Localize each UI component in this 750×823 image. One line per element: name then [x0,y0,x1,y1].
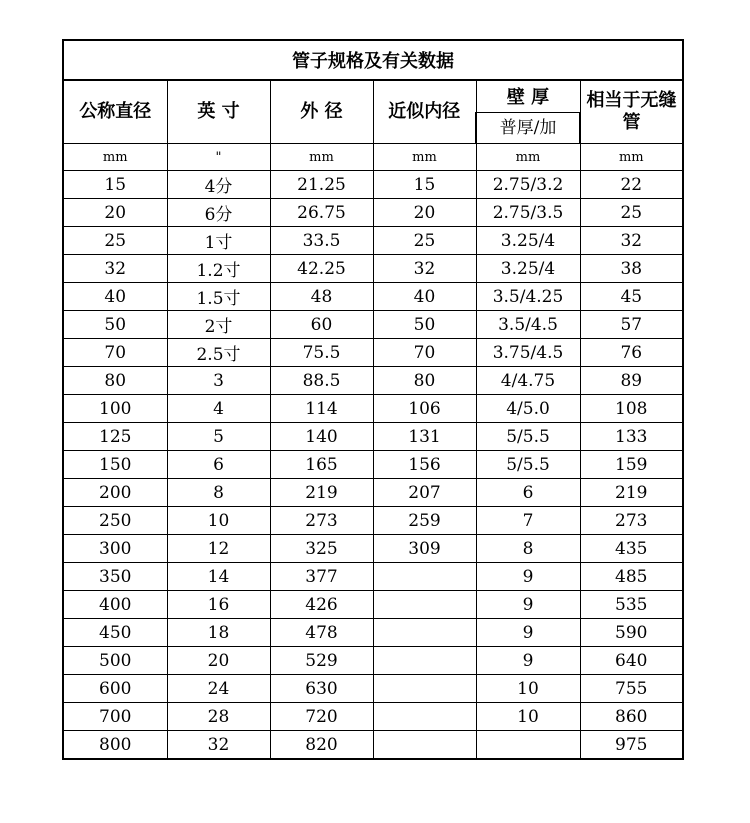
seamless-cell: 273 [580,507,683,535]
inch-cell: 8 [167,479,270,507]
table-row [63,423,683,451]
inner-diameter-cell [373,731,476,760]
seamless-cell: 108 [580,395,683,423]
title-row [63,40,683,80]
wall-thickness-cell [476,731,580,760]
seamless-cell: 219 [580,479,683,507]
wall-thickness-cell: 4/5.0 [476,395,580,423]
nominal-diameter-cell: 500 [63,647,167,675]
nominal-diameter-cell: 20 [63,199,167,227]
table-row [63,367,683,395]
table-row [63,675,683,703]
outer-diameter-cell: 88.5 [270,367,373,395]
seamless-cell: 25 [580,199,683,227]
wall-thickness-cell: 9 [476,563,580,591]
inch-cell: 10 [167,507,270,535]
nominal-diameter-cell: 250 [63,507,167,535]
header-inner-diameter: 近似内径 [373,80,476,144]
nominal-diameter-cell: 300 [63,535,167,563]
outer-diameter-cell: 478 [270,619,373,647]
nominal-diameter-cell: 450 [63,619,167,647]
seamless-cell: 435 [580,535,683,563]
outer-diameter-cell: 48 [270,283,373,311]
unit-cell: mm [476,144,580,171]
nominal-diameter-cell: 150 [63,451,167,479]
inner-diameter-cell: 20 [373,199,476,227]
wall-thickness-cell: 5/5.5 [476,423,580,451]
inner-diameter-cell: 259 [373,507,476,535]
table-row [63,227,683,255]
nominal-diameter-cell: 100 [63,395,167,423]
wall-thickness-cell: 3.25/4 [476,227,580,255]
wall-thickness-cell: 5/5.5 [476,451,580,479]
inch-cell: 32 [167,731,270,760]
inch-cell: 5 [167,423,270,451]
outer-diameter-cell: 21.25 [270,171,373,199]
table-row [63,283,683,311]
outer-diameter-cell: 325 [270,535,373,563]
table-row [63,535,683,563]
wall-thickness-cell: 9 [476,647,580,675]
inner-diameter-cell [373,591,476,619]
outer-diameter-cell: 630 [270,675,373,703]
inner-diameter-cell [373,563,476,591]
outer-diameter-cell: 529 [270,647,373,675]
inch-cell: 18 [167,619,270,647]
nominal-diameter-cell: 70 [63,339,167,367]
inch-cell: 4 [167,395,270,423]
inner-diameter-cell [373,703,476,731]
inner-diameter-cell: 50 [373,311,476,339]
inner-diameter-cell: 25 [373,227,476,255]
outer-diameter-cell: 140 [270,423,373,451]
header-row [63,80,683,112]
nominal-diameter-cell: 25 [63,227,167,255]
inner-diameter-cell: 156 [373,451,476,479]
outer-diameter-cell: 377 [270,563,373,591]
seamless-cell: 45 [580,283,683,311]
seamless-cell: 133 [580,423,683,451]
wall-thickness-cell: 10 [476,675,580,703]
header-seamless-equivalent: 相当于无缝管 [580,80,683,144]
inch-cell: 16 [167,591,270,619]
seamless-cell: 535 [580,591,683,619]
inch-cell: 2.5寸 [167,339,270,367]
outer-diameter-cell: 273 [270,507,373,535]
table-row [63,255,683,283]
inch-cell: 6 [167,451,270,479]
wall-thickness-cell: 9 [476,591,580,619]
inner-diameter-cell: 32 [373,255,476,283]
nominal-diameter-cell: 700 [63,703,167,731]
wall-thickness-cell: 2.75/3.2 [476,171,580,199]
seamless-cell: 57 [580,311,683,339]
outer-diameter-cell: 33.5 [270,227,373,255]
table-row [63,619,683,647]
inner-diameter-cell [373,675,476,703]
wall-thickness-cell: 3.5/4.5 [476,311,580,339]
wall-thickness-cell: 8 [476,535,580,563]
inch-cell: 1寸 [167,227,270,255]
nominal-diameter-cell: 32 [63,255,167,283]
unit-cell: mm [63,144,167,171]
seamless-cell: 76 [580,339,683,367]
seamless-cell: 89 [580,367,683,395]
outer-diameter-cell: 60 [270,311,373,339]
inner-diameter-cell: 207 [373,479,476,507]
nominal-diameter-cell: 125 [63,423,167,451]
header-inch: 英 寸 [167,80,270,144]
seamless-cell: 860 [580,703,683,731]
unit-cell: mm [270,144,373,171]
seamless-cell: 22 [580,171,683,199]
inner-diameter-cell: 131 [373,423,476,451]
table-row [63,479,683,507]
nominal-diameter-cell: 50 [63,311,167,339]
table-row [63,311,683,339]
nominal-diameter-cell: 800 [63,731,167,760]
table-row [63,171,683,199]
seamless-cell: 640 [580,647,683,675]
inner-diameter-cell: 40 [373,283,476,311]
inner-diameter-cell: 15 [373,171,476,199]
inch-cell: 6分 [167,199,270,227]
wall-thickness-cell: 4/4.75 [476,367,580,395]
seamless-cell: 755 [580,675,683,703]
table-row [63,647,683,675]
inch-cell: 14 [167,563,270,591]
table-row [63,507,683,535]
inch-cell: 12 [167,535,270,563]
inner-diameter-cell: 70 [373,339,476,367]
wall-thickness-cell: 3.75/4.5 [476,339,580,367]
unit-cell: mm [580,144,683,171]
nominal-diameter-cell: 80 [63,367,167,395]
inner-diameter-cell: 80 [373,367,476,395]
inch-cell: 20 [167,647,270,675]
nominal-diameter-cell: 40 [63,283,167,311]
seamless-cell: 159 [580,451,683,479]
unit-row [63,144,683,171]
wall-thickness-cell: 7 [476,507,580,535]
outer-diameter-cell: 114 [270,395,373,423]
table-title: 管子规格及有关数据 [63,40,683,80]
seamless-cell: 590 [580,619,683,647]
nominal-diameter-cell: 200 [63,479,167,507]
outer-diameter-cell: 26.75 [270,199,373,227]
table-row [63,199,683,227]
seamless-cell: 38 [580,255,683,283]
inch-cell: 2寸 [167,311,270,339]
table-row [63,395,683,423]
outer-diameter-cell: 426 [270,591,373,619]
outer-diameter-cell: 820 [270,731,373,760]
inch-cell: 28 [167,703,270,731]
inner-diameter-cell: 309 [373,535,476,563]
unit-cell: mm [373,144,476,171]
inner-diameter-cell: 106 [373,395,476,423]
inner-diameter-cell [373,647,476,675]
nominal-diameter-cell: 15 [63,171,167,199]
inch-cell: 24 [167,675,270,703]
table-row [63,591,683,619]
wall-thickness-cell: 2.75/3.5 [476,199,580,227]
seamless-cell: 485 [580,563,683,591]
wall-thickness-cell: 3.25/4 [476,255,580,283]
outer-diameter-cell: 219 [270,479,373,507]
wall-thickness-cell: 6 [476,479,580,507]
wall-thickness-cell: 3.5/4.25 [476,283,580,311]
table-row [63,563,683,591]
inch-cell: 1.2寸 [167,255,270,283]
wall-thickness-cell: 9 [476,619,580,647]
header-wall-thickness: 壁 厚 [476,80,580,112]
table-row [63,451,683,479]
inch-cell: 4分 [167,171,270,199]
outer-diameter-cell: 42.25 [270,255,373,283]
header-outer-diameter: 外 径 [270,80,373,144]
table-row [63,339,683,367]
seamless-cell: 32 [580,227,683,255]
header-nominal-diameter: 公称直径 [63,80,167,144]
unit-cell: " [167,144,270,171]
outer-diameter-cell: 75.5 [270,339,373,367]
seamless-cell: 975 [580,731,683,760]
table-row [63,703,683,731]
wall-thickness-cell: 10 [476,703,580,731]
header-wall-sub: 普厚/加 [476,112,580,144]
nominal-diameter-cell: 350 [63,563,167,591]
inch-cell: 1.5寸 [167,283,270,311]
inner-diameter-cell [373,619,476,647]
inch-cell: 3 [167,367,270,395]
nominal-diameter-cell: 600 [63,675,167,703]
nominal-diameter-cell: 400 [63,591,167,619]
outer-diameter-cell: 165 [270,451,373,479]
pipe-spec-table [62,39,684,760]
outer-diameter-cell: 720 [270,703,373,731]
table-row [63,731,683,760]
